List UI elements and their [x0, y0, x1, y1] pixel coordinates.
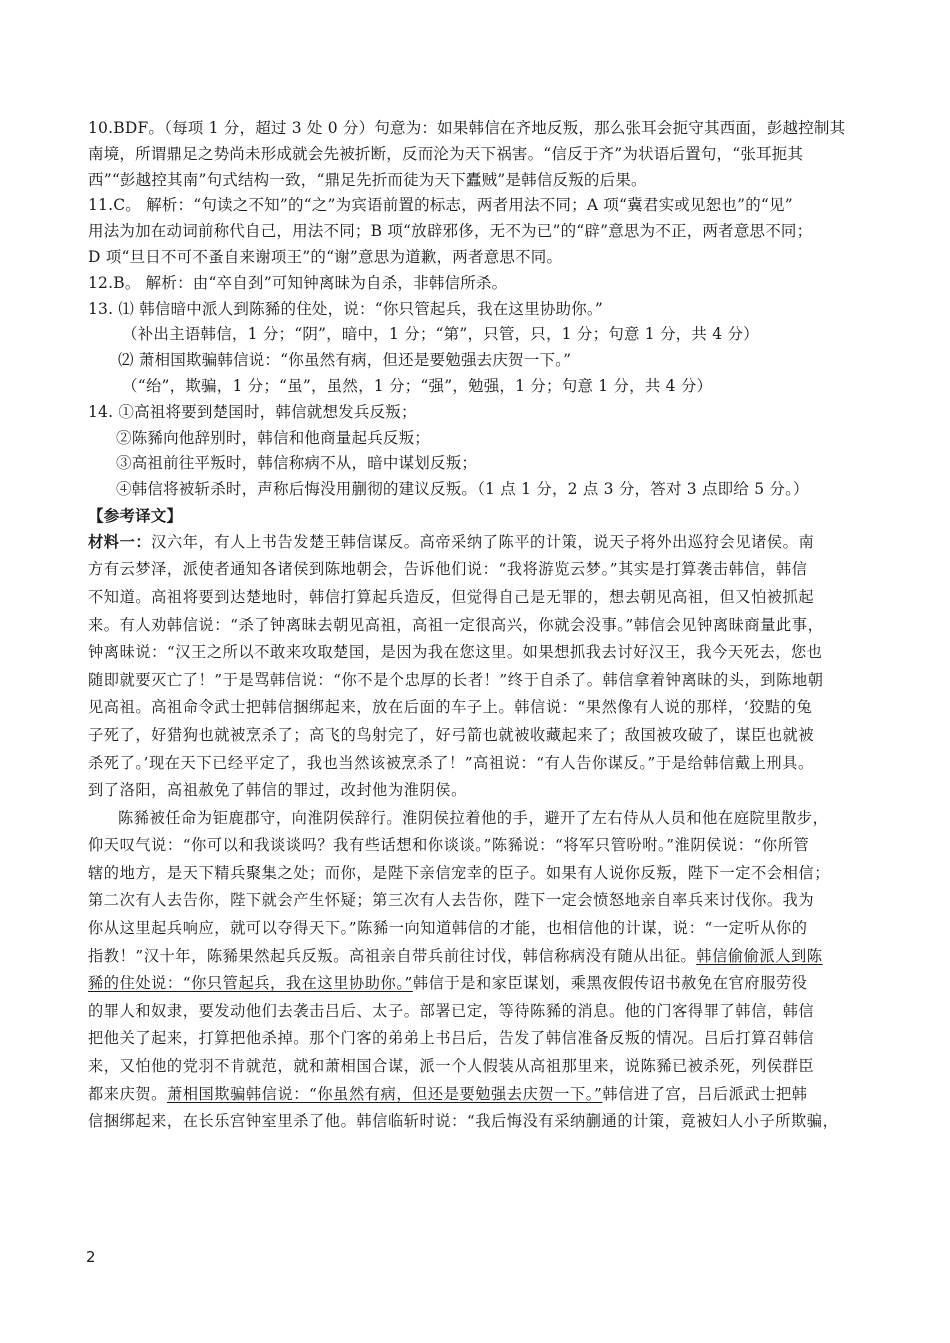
material-label: 材料一： — [88, 532, 152, 551]
underlined-answer-13-1a: 韩信偷偷派人到陈 — [696, 946, 823, 965]
answer-line: （“绐”，欺骗，1 分；“虽”，虽然，1 分；“强”，勉强，1 分；句意 1 分，共 4 分） — [122, 376, 713, 395]
answer-line: ④韩信将被斩杀时，声称后悔没用蒯彻的建议反叛。（1 点 1 分，2 点 3 分，答对 3 点即给 5 分。） — [116, 480, 809, 499]
translation-line: 辖的地方，是天下精兵聚集之处；而你，是陛下亲信宠幸的臣子。如果有人说你反叛，陛下一定不会相信； — [88, 863, 831, 882]
reference-heading: 【参考译文】 — [88, 505, 183, 525]
page-number: 2 — [86, 1248, 96, 1266]
translation-text: 指教！”汉十年，陈豨果然起兵反叛。高祖亲自带兵前往讨伐，韩信称病没有随从出征。 — [88, 946, 697, 965]
underlined-answer-13-1b: 豨的住处说：“你只管起兵，我在这里协助你。” — [88, 974, 413, 993]
translation-line: 信捆绑起来，在长乐宫钟室里杀了他。韩信临斩时说：“我后悔没有采纳蒯通的计策，竟被妇人小子所欺骗， — [88, 1112, 839, 1131]
translation-text: 韩信进了宫，吕后派武士把韩 — [602, 1084, 808, 1103]
answer-line: ⑵ 萧相国欺骗韩信说：“你虽然有病，但还是要勉强去庆贺一下。” — [118, 351, 572, 370]
translation-line: 钟离昧说：“汉王之所以不敢来攻取楚国，是因为我在您这里。如果想抓我去讨好汉王，我今天死去，您也 — [88, 643, 823, 662]
translation-text: 汉六年，有人上书告发楚王韩信谋反。高帝采纳了陈平的计策，说天子将外出巡狩会见诸侯。南 — [151, 532, 815, 551]
answer-line: 10.BDF。（每项 1 分，超过 3 处 0 分）句意为：如果韩信在齐地反叛，那么张耳会扼守其西面，彭越控制其 — [88, 119, 846, 137]
answer-line: 西”“彭越控其南”句式结构一致，“鼎足先折而徒为天下蠹贼”是韩信反叛的后果。 — [88, 170, 647, 189]
translation-line: 杀死了。’现在天下已经平定了，我也当然该被烹杀了！”高祖说：“有人告你谋反。”于是给韩信戴上刑具。 — [88, 753, 814, 772]
answer-line: （补出主语韩信，1 分；“阴”，暗中，1 分；“第”，只管，只，1 分；句意 1 分，共 4 分） — [122, 325, 759, 344]
translation-text: 都来庆贺。 — [88, 1084, 167, 1103]
translation-line: 第二次有人去告你，陛下就会产生怀疑；第三次有人去告你，陛下一定会愤怒地亲自率兵来讨伐你。我为 — [88, 891, 815, 910]
translation-line: 见高祖。高祖命令武士把韩信捆绑起来，放在后面的车子上。韩信说：“果然像有人说的那样，‘狡黠的兔 — [88, 698, 813, 717]
translation-text: 韩信于是和家臣谋划，乘黑夜假传诏书赦免在官府服劳役 — [412, 974, 808, 993]
translation-line: 来，又怕他的党羽不肯就范，就和萧相国合谋，派一个人假装从高祖那里来，说陈豨已被杀死，列侯群臣 — [88, 1057, 815, 1076]
translation-line: 子死了，好猎狗也就被烹杀了；高飞的鸟射完了，好弓箭也就被收藏起来了；敌国被攻破了，谋臣也就被 — [88, 725, 815, 744]
translation-line — [88, 970, 866, 998]
translation-line: 你从这里起兵响应，就可以夺得天下。”陈豨一向知道韩信的才能，也相信他的计谋，说：“一定听从你的 — [88, 919, 808, 938]
page-content — [88, 116, 866, 1136]
answer-line: 用法为加在动词前称代自己，用法不同；B 项“放辟邪侈，无不为已”的“辟”意思为不正，两者意思不同； — [88, 222, 813, 241]
answers-section — [88, 116, 866, 503]
translation-line: 方有云梦泽，派使者通知各诸侯到陈地朝会，告诉他们说：“我将游览云梦。”其实是打算袭击韩信，韩信 — [88, 560, 808, 579]
translation-line — [88, 943, 866, 971]
answer-line: ③高祖前往平叛时，韩信称病不从，暗中谋划反叛； — [116, 454, 478, 473]
answer-line: 14. ①高祖将要到楚国时，韩信就想发兵反叛； — [88, 402, 417, 421]
translation-line: 陈豨被任命为钜鹿郡守，向淮阴侯辞行。淮阴侯拉着他的手，避开了左右侍从人员和他在庭院里散步， — [118, 808, 829, 827]
answer-line: 11.C。 解析：“句读之不知”的“之”为宾语前置的标志，两者用法不同；A 项“冀君实或见恕也”的“见” — [88, 196, 793, 215]
translation-line — [88, 1081, 866, 1109]
translation-line: 来。有人劝韩信说：“杀了钟离昧去朝见高祖，高祖一定很高兴，你就会没事。”韩信会见钟离昧商量此事， — [88, 615, 824, 634]
translation-line-0 — [88, 529, 866, 557]
translation-line: 的罪人和奴隶，要发动他们去袭击吕后、太子。部署已定，等待陈豨的消息。他的门客得罪了韩信，韩信 — [88, 1001, 815, 1020]
answer-line: ②陈豨向他辞别时，韩信和他商量起兵反叛； — [116, 428, 431, 447]
answer-line: 南境，所谓鼎足之势尚未形成就会先被折断，反而沦为天下祸害。“信反于齐”为状语后置句，“张耳扼其 — [88, 144, 804, 163]
underlined-answer-13-2: 萧相国欺骗韩信说：“你虽然有病，但还是要勉强去庆贺一下。” — [166, 1084, 603, 1103]
translation-line: 不知道。高祖将要到达楚地时，韩信打算起兵造反，但觉得自己是无罪的，想去朝见高祖，但又怕被抓起 — [88, 587, 815, 606]
translation-line: 仰天叹气说：“你可以和我谈谈吗？我有些话想和你谈谈。”陈豨说：“将军只管吩咐。”淮阴侯说：“你所管 — [88, 836, 810, 855]
answer-line: 13. ⑴ 韩信暗中派人到陈豨的住处，说：“你只管起兵，我在这里协助你。” — [88, 299, 604, 318]
translation-section — [88, 529, 866, 1136]
answer-line: D 项“旦日不可不蚤自来谢项王”的“谢”意思为道歉，两者意思不同。 — [88, 247, 563, 266]
translation-line: 到了洛阳，高祖赦免了韩信的罪过，改封他为淮阴侯。 — [88, 781, 467, 800]
translation-line: 把他关了起来，打算把他杀掉。那个门客的弟弟上书吕后，告发了韩信准备反叛的情况。吕后打算召韩信 — [88, 1029, 815, 1048]
answer-line: 12.B。 解析：由“卒自刭”可知钟离昧为自杀，非韩信所杀。 — [88, 273, 508, 292]
translation-line: 随即就要灭亡了！”于是骂韩信说：“你不是个忠厚的长者！”终于自杀了。韩信拿着钟离昧的头，到陈地朝 — [88, 670, 824, 689]
